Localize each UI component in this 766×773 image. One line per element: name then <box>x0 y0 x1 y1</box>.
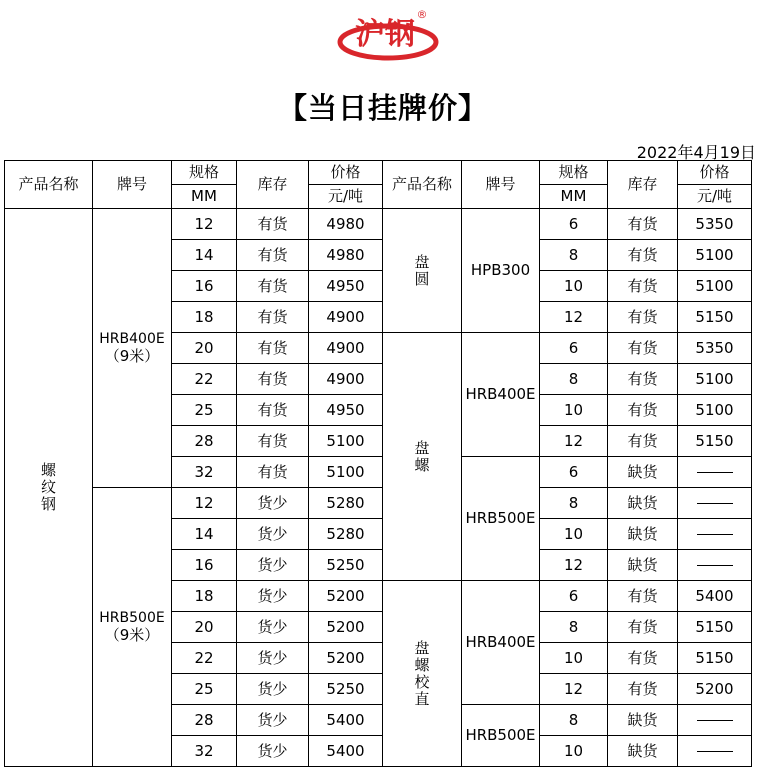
stock-cell-right: 缺货 <box>608 488 678 519</box>
stock-cell-left: 有货 <box>237 240 309 271</box>
header-price-unit-left: 元/吨 <box>309 185 383 209</box>
spec-cell-left: 12 <box>172 209 237 240</box>
brand-cell-right: HRB500E <box>462 457 540 581</box>
brand-length-note: （9米） <box>104 347 160 365</box>
price-cell-right: 5150 <box>678 612 752 643</box>
stock-cell-right: 缺货 <box>608 705 678 736</box>
brand-cell-right: HRB400E <box>462 333 540 457</box>
price-cell-left: 5200 <box>309 612 383 643</box>
stock-cell-right: 有货 <box>608 240 678 271</box>
spec-cell-right: 10 <box>540 736 608 767</box>
spec-cell-left: 32 <box>172 736 237 767</box>
stock-cell-right: 有货 <box>608 426 678 457</box>
price-cell-left: 5280 <box>309 519 383 550</box>
stock-cell-left: 货少 <box>237 488 309 519</box>
price-table <box>4 160 752 767</box>
brand-cell-left <box>93 209 172 488</box>
spec-cell-left: 14 <box>172 519 237 550</box>
price-cell-right: 5200 <box>678 674 752 705</box>
header-stock-right: 库存 <box>608 161 678 209</box>
no-price-dash <box>697 503 733 504</box>
price-cell-left: 4950 <box>309 395 383 426</box>
product-name-char: 盘 <box>414 252 430 271</box>
stock-cell-right: 缺货 <box>608 736 678 767</box>
price-cell-left: 5200 <box>309 643 383 674</box>
spec-cell-right: 12 <box>540 550 608 581</box>
company-logo <box>330 4 440 66</box>
price-cell-right: 5400 <box>678 581 752 612</box>
price-cell-left: 5400 <box>309 705 383 736</box>
header-brand-left: 牌号 <box>93 161 172 209</box>
product-name-char: 螺 <box>414 655 430 674</box>
price-cell-right <box>678 736 752 767</box>
stock-cell-left: 货少 <box>237 736 309 767</box>
spec-cell-left: 12 <box>172 488 237 519</box>
spec-cell-right: 8 <box>540 364 608 395</box>
price-cell-right: 5350 <box>678 333 752 364</box>
stock-cell-right: 有货 <box>608 209 678 240</box>
stock-cell-left: 货少 <box>237 612 309 643</box>
brand-cell-right: HPB300 <box>462 209 540 333</box>
stock-cell-right: 缺货 <box>608 457 678 488</box>
table-row <box>5 488 752 519</box>
stock-cell-left: 有货 <box>237 426 309 457</box>
spec-cell-right: 10 <box>540 271 608 302</box>
spec-cell-right: 12 <box>540 302 608 333</box>
product-name-char: 圆 <box>414 269 430 288</box>
stock-cell-right: 有货 <box>608 302 678 333</box>
price-cell-left: 5100 <box>309 457 383 488</box>
product-name-char: 校 <box>414 672 430 691</box>
spec-cell-left: 25 <box>172 395 237 426</box>
product-name-char: 直 <box>414 689 430 708</box>
stock-cell-left: 货少 <box>237 550 309 581</box>
stock-cell-right: 有货 <box>608 333 678 364</box>
brand-cell-right: HRB500E <box>462 705 540 767</box>
header-product-left: 产品名称 <box>5 161 93 209</box>
brand-length-note: （9米） <box>104 626 160 644</box>
price-cell-right: 5150 <box>678 302 752 333</box>
product-name-right <box>383 581 462 767</box>
price-cell-right: 5100 <box>678 240 752 271</box>
product-name-right <box>383 209 462 333</box>
price-date: 2022年4月19日 <box>636 143 756 162</box>
price-cell-left: 4980 <box>309 209 383 240</box>
stock-cell-right: 有货 <box>608 364 678 395</box>
spec-cell-left: 22 <box>172 364 237 395</box>
stock-cell-left: 有货 <box>237 395 309 426</box>
price-cell-right: 5150 <box>678 643 752 674</box>
brand-cell-left <box>93 488 172 767</box>
price-table-body <box>5 161 752 767</box>
stock-cell-left: 有货 <box>237 457 309 488</box>
product-name-char: 盘 <box>414 638 430 657</box>
stock-cell-left: 货少 <box>237 581 309 612</box>
stock-cell-left: 货少 <box>237 643 309 674</box>
price-cell-right <box>678 488 752 519</box>
spec-cell-right: 12 <box>540 674 608 705</box>
price-cell-left: 5400 <box>309 736 383 767</box>
price-cell-left: 4900 <box>309 302 383 333</box>
no-price-dash <box>697 720 733 721</box>
header-spec-right: 规格 <box>540 161 608 185</box>
spec-cell-left: 32 <box>172 457 237 488</box>
spec-cell-right: 10 <box>540 395 608 426</box>
price-cell-right: 5100 <box>678 364 752 395</box>
stock-cell-left: 货少 <box>237 519 309 550</box>
product-name-char: 纹 <box>40 478 56 496</box>
stock-cell-left: 货少 <box>237 705 309 736</box>
spec-cell-left: 20 <box>172 612 237 643</box>
logo-registered-mark: ® <box>416 8 428 21</box>
price-cell-left: 4980 <box>309 240 383 271</box>
stock-cell-left: 有货 <box>237 302 309 333</box>
spec-cell-left: 28 <box>172 426 237 457</box>
header-spec-left: 规格 <box>172 161 237 185</box>
price-cell-right <box>678 519 752 550</box>
spec-cell-right: 6 <box>540 209 608 240</box>
spec-cell-left: 20 <box>172 333 237 364</box>
stock-cell-right: 缺货 <box>608 519 678 550</box>
header-row <box>5 161 752 185</box>
brand-code: HRB400E <box>99 331 165 347</box>
product-name-char: 螺 <box>414 455 430 474</box>
table-row <box>5 209 752 240</box>
spec-cell-left: 16 <box>172 550 237 581</box>
stock-cell-right: 有货 <box>608 612 678 643</box>
stock-cell-left: 有货 <box>237 209 309 240</box>
spec-cell-left: 14 <box>172 240 237 271</box>
spec-cell-right: 8 <box>540 612 608 643</box>
price-cell-left: 5100 <box>309 426 383 457</box>
stock-cell-right: 有货 <box>608 643 678 674</box>
price-cell-right <box>678 457 752 488</box>
no-price-dash <box>697 565 733 566</box>
price-cell-left: 5250 <box>309 674 383 705</box>
price-cell-right <box>678 550 752 581</box>
spec-cell-right: 6 <box>540 333 608 364</box>
spec-cell-left: 18 <box>172 581 237 612</box>
header-product-right: 产品名称 <box>383 161 462 209</box>
header-stock-left: 库存 <box>237 161 309 209</box>
no-price-dash <box>697 751 733 752</box>
product-name-char: 盘 <box>414 438 430 457</box>
header-price-left: 价格 <box>309 161 383 185</box>
price-cell-left: 4950 <box>309 271 383 302</box>
stock-cell-right: 缺货 <box>608 550 678 581</box>
logo-text: 沪钢 <box>355 17 415 52</box>
header-spec-unit-right: MM <box>540 185 608 209</box>
header-price-unit-right: 元/吨 <box>678 185 752 209</box>
stock-cell-left: 货少 <box>237 674 309 705</box>
header-brand-right: 牌号 <box>462 161 540 209</box>
stock-cell-right: 有货 <box>608 271 678 302</box>
stock-cell-right: 有货 <box>608 581 678 612</box>
stock-cell-left: 有货 <box>237 364 309 395</box>
price-cell-right: 5150 <box>678 426 752 457</box>
brand-cell-right: HRB400E <box>462 581 540 705</box>
spec-cell-left: 25 <box>172 674 237 705</box>
no-price-dash <box>697 534 733 535</box>
spec-cell-right: 6 <box>540 581 608 612</box>
price-cell-right <box>678 705 752 736</box>
spec-cell-left: 16 <box>172 271 237 302</box>
price-cell-right: 5100 <box>678 395 752 426</box>
stock-cell-right: 有货 <box>608 395 678 426</box>
product-name-char: 螺 <box>40 461 56 479</box>
price-cell-left: 5250 <box>309 550 383 581</box>
page-title: 【当日挂牌价】 <box>277 91 488 125</box>
spec-cell-left: 18 <box>172 302 237 333</box>
price-cell-right: 5100 <box>678 271 752 302</box>
price-cell-left: 4900 <box>309 364 383 395</box>
stock-cell-left: 有货 <box>237 333 309 364</box>
spec-cell-right: 8 <box>540 240 608 271</box>
price-cell-left: 5200 <box>309 581 383 612</box>
product-name-right <box>383 333 462 581</box>
header-spec-unit-left: MM <box>172 185 237 209</box>
price-cell-right: 5350 <box>678 209 752 240</box>
price-cell-left: 5280 <box>309 488 383 519</box>
stock-cell-left: 有货 <box>237 271 309 302</box>
stock-cell-right: 有货 <box>608 674 678 705</box>
spec-cell-right: 6 <box>540 457 608 488</box>
product-name-left <box>5 209 93 767</box>
spec-cell-left: 22 <box>172 643 237 674</box>
price-cell-left: 4900 <box>309 333 383 364</box>
spec-cell-left: 28 <box>172 705 237 736</box>
spec-cell-right: 8 <box>540 705 608 736</box>
product-name-char: 钢 <box>40 495 56 513</box>
spec-cell-right: 8 <box>540 488 608 519</box>
brand-code: HRB500E <box>99 610 165 626</box>
spec-cell-right: 10 <box>540 643 608 674</box>
no-price-dash <box>697 472 733 473</box>
spec-cell-right: 10 <box>540 519 608 550</box>
header-price-right: 价格 <box>678 161 752 185</box>
spec-cell-right: 12 <box>540 426 608 457</box>
